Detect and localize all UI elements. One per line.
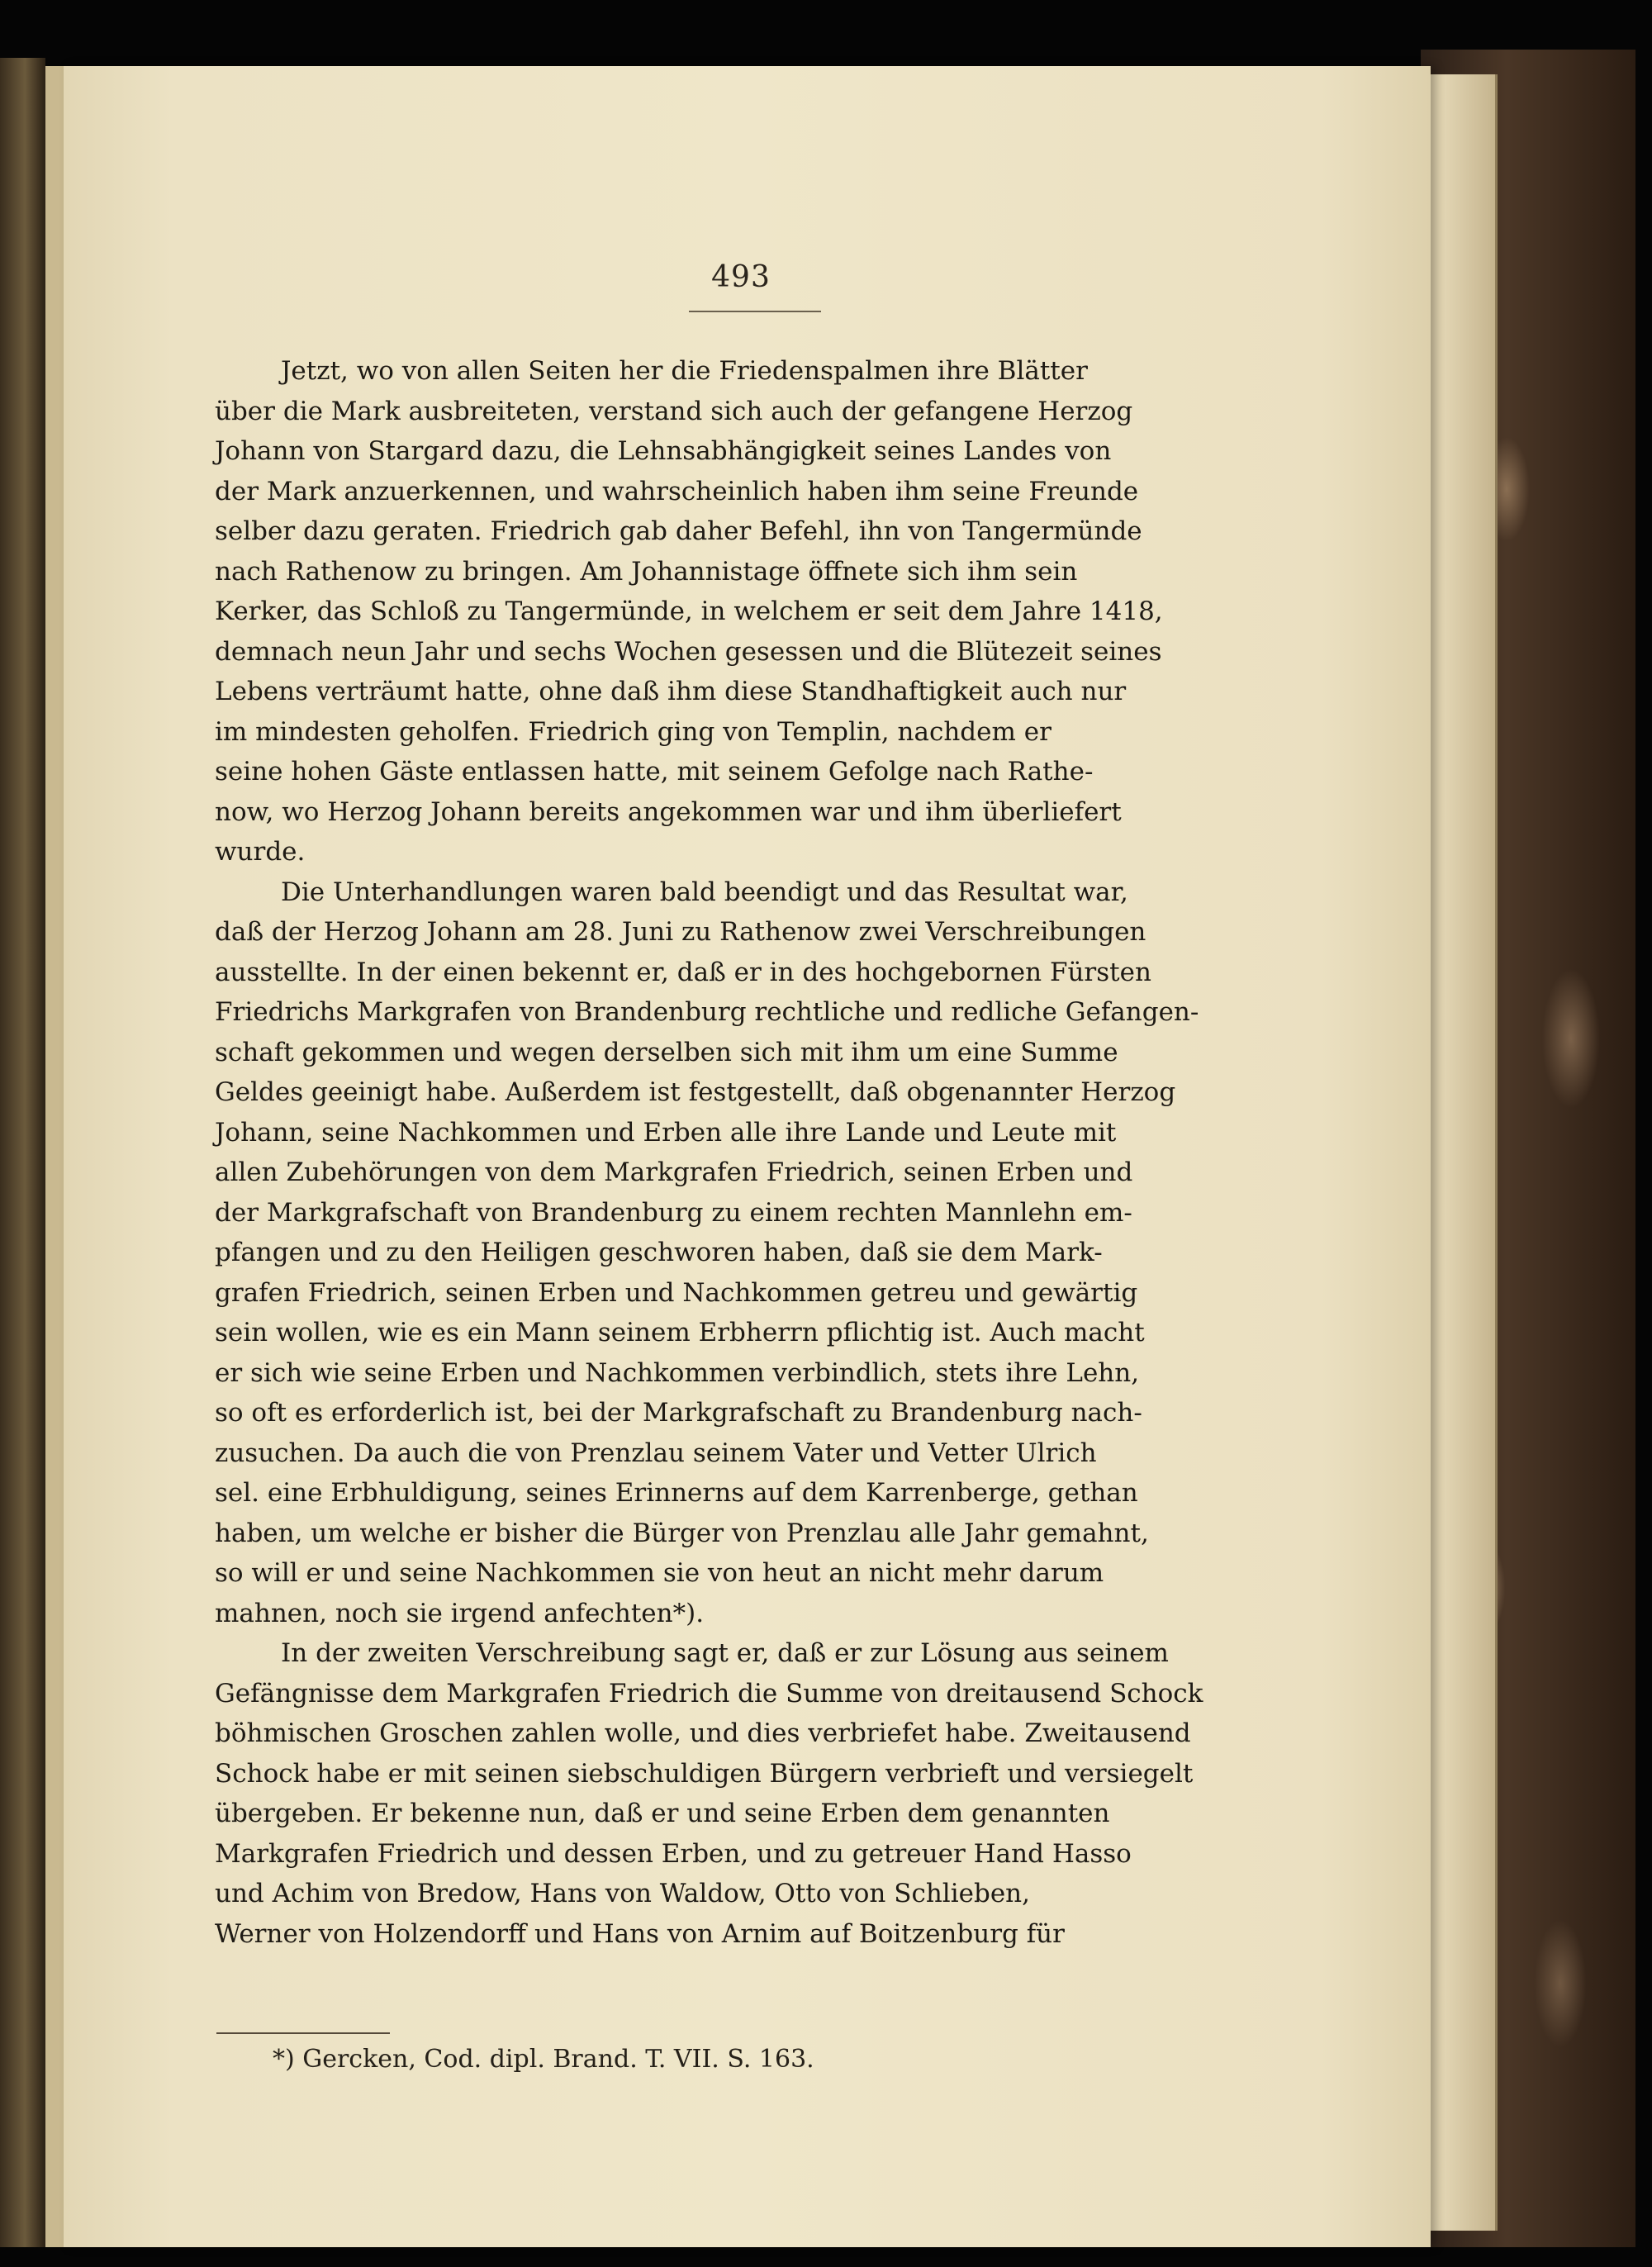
text-line: er sich wie seine Erben und Nachkommen verbindlich, stets ihre Lehn,	[215, 1357, 1140, 1388]
text-line: Werner von Holzendorff und Hans von Arnim auf Boitzenburg für	[215, 1918, 1065, 1949]
text-line: haben, um welche er bisher die Bürger von Prenzlau alle Jahr gemahnt,	[215, 1518, 1149, 1548]
text-line: Markgrafen Friedrich und dessen Erben, und zu getreuer Hand Hasso	[215, 1838, 1132, 1869]
body-text	[215, 351, 1278, 1954]
text-line: Friedrichs Markgrafen von Brandenburg rechtliche und redliche Gefangen-	[215, 997, 1199, 1027]
footnote: *) Gercken, Cod. dipl. Brand. T. VII. S. 163.	[273, 2045, 814, 2074]
text-line: now, wo Herzog Johann bereits angekommen war und ihm überliefert	[215, 796, 1122, 827]
text-line: wurde.	[215, 837, 306, 867]
text-line: der Mark anzuerkennen, und wahrscheinlich haben ihm seine Freunde	[215, 476, 1139, 506]
text-line: Johann, seine Nachkommen und Erben alle ihre Lande und Leute mit	[215, 1117, 1117, 1148]
text-line: Gefängnisse dem Markgrafen Friedrich die Summe von dreitausend Schock	[215, 1678, 1203, 1709]
text-line: allen Zubehörungen von dem Markgrafen Friedrich, seinen Erben und	[215, 1157, 1133, 1187]
text-line: schaft gekommen und wegen derselben sich mit ihm um eine Summe	[215, 1037, 1118, 1067]
text-line: übergeben. Er bekenne nun, daß er und seine Erben dem genannten	[215, 1799, 1110, 1828]
text-line: Jetzt, wo von allen Seiten her die Friedenspalmen ihre Blätter	[281, 356, 1088, 386]
text-line: mahnen, noch sie irgend anfechten*).	[215, 1598, 705, 1628]
text-line: pfangen und zu den Heiligen geschworen haben, daß sie dem Mark-	[215, 1238, 1103, 1267]
text-line: selber dazu geraten. Friedrich gab daher Befehl, ihn von Tangermünde	[215, 516, 1142, 546]
text-line: Lebens verträumt hatte, ohne daß ihm diese Standhaftigkeit auch nur	[215, 677, 1127, 706]
text-line: Geldes geeinigt habe. Außerdem ist festgestellt, daß obgenannter Herzog	[215, 1077, 1176, 1107]
text-line: sel. eine Erbhuldigung, seines Erinnerns auf dem Karrenberge, gethan	[215, 1478, 1138, 1508]
text-line: der Markgrafschaft von Brandenburg zu einem rechten Mannlehn em-	[215, 1197, 1132, 1228]
text-line: böhmischen Groschen zahlen wolle, und dies verbriefet habe. Zweitausend	[215, 1718, 1191, 1748]
text-line: so oft es erforderlich ist, bei der Markgrafschaft zu Brandenburg nach-	[215, 1398, 1142, 1428]
text-line: zusuchen. Da auch die von Prenzlau seinem Vater und Vetter Ulrich	[215, 1438, 1097, 1468]
text-line: sein wollen, wie es ein Mann seinem Erbherrn pflichtig ist. Auch macht	[215, 1318, 1145, 1347]
footnote-rule	[216, 2032, 390, 2034]
text-line: über die Mark ausbreiteten, verstand sich auch der gefangene Herzog	[215, 396, 1133, 426]
book-page	[64, 66, 1431, 2247]
left-page-strip	[45, 66, 64, 2247]
text-line: grafen Friedrich, seinen Erben und Nachkommen getreu und gewärtig	[215, 1277, 1138, 1308]
text-line: Johann von Stargard dazu, die Lehnsabhängigkeit seines Landes von	[215, 436, 1112, 466]
page-number: 493	[711, 260, 771, 294]
text-line: seine hohen Gäste entlassen hatte, mit seinem Gefolge nach Rathe-	[215, 757, 1094, 787]
text-line: ausstellte. In der einen bekennt er, daß er in des hochgebornen Fürsten	[215, 957, 1151, 987]
left-page-edge	[0, 58, 45, 2247]
text-line: demnach neun Jahr und sechs Wochen gesessen und die Blütezeit seines	[215, 636, 1162, 667]
text-line: und Achim von Bredow, Hans von Waldow, Otto von Schlieben,	[215, 1879, 1030, 1908]
text-line: daß der Herzog Johann am 28. Juni zu Rathenow zwei Verschreibungen	[215, 917, 1146, 947]
text-line: Schock habe er mit seinen siebschuldigen Bürgern verbrieft und versiegelt	[215, 1758, 1194, 1789]
text-line: im mindesten geholfen. Friedrich ging von Templin, nachdem er	[215, 716, 1051, 747]
text-line: Kerker, das Schloß zu Tangermünde, in welchem er seit dem Jahre 1418,	[215, 596, 1163, 626]
text-line: In der zweiten Verschreibung sagt er, daß er zur Lösung aus seinem	[281, 1638, 1169, 1668]
text-line: so will er und seine Nachkommen sie von heut an nicht mehr darum	[215, 1558, 1104, 1588]
text-line: nach Rathenow zu bringen. Am Johannistage öffnete sich ihm sein	[215, 556, 1078, 587]
page-number-rule	[689, 311, 821, 312]
text-line: Die Unterhandlungen waren bald beendigt und das Resultat war,	[281, 877, 1128, 907]
